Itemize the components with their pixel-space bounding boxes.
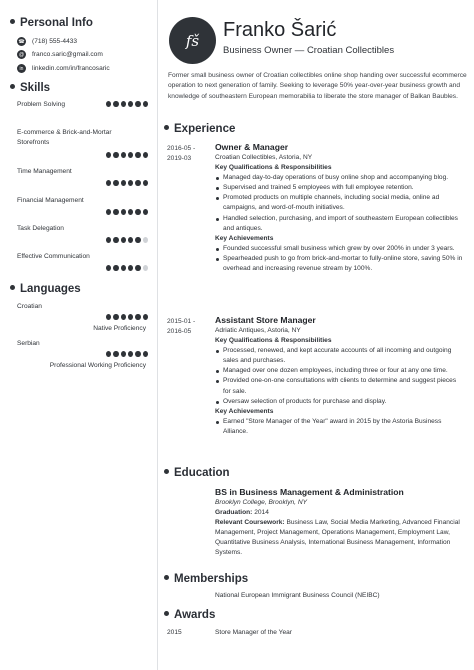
rating-dot <box>113 209 118 215</box>
rating-dot <box>121 314 126 320</box>
monogram-logo: fš <box>169 17 216 64</box>
list-item: Earned "Store Manager of the Year" award in 2015 by the Astoria Business Alliance. <box>215 417 465 437</box>
language-rating <box>106 314 148 320</box>
bullet-icon <box>164 469 169 474</box>
language-level: Native Proficiency <box>93 325 146 332</box>
skill-rating <box>106 209 148 215</box>
list-item: Processed, renewed, and kept accurate accounts of all incoming and outgoing sales and purchases. <box>215 346 465 366</box>
rating-dot <box>143 237 148 243</box>
rating-dot <box>121 209 126 215</box>
linkedin-text[interactable]: linkedin.com/in/francosaric <box>32 65 110 72</box>
rating-dot <box>113 351 118 357</box>
experience-heading: Experience <box>164 123 235 135</box>
skill-name: E-commerce & Brick-and-Mortar Storefronts <box>17 129 112 146</box>
phone-icon: ☎ <box>18 38 25 45</box>
rating-dot <box>113 152 118 158</box>
skill-rating <box>106 152 148 158</box>
main-content <box>159 0 474 670</box>
rating-dot <box>143 180 148 186</box>
rating-dot <box>143 152 148 158</box>
rating-dot <box>106 237 111 243</box>
rating-dot <box>128 180 133 186</box>
rating-dot <box>135 180 140 186</box>
skill-name: Time Management <box>17 168 72 175</box>
rating-dot <box>128 101 133 107</box>
memberships-heading: Memberships <box>164 573 248 585</box>
bullet-icon <box>10 19 15 24</box>
bullet-icon <box>164 125 169 130</box>
personal-info-heading: Personal Info <box>10 17 93 29</box>
rating-dot <box>135 351 140 357</box>
qualifications-label: Key Qualifications & Responsibilities <box>215 337 332 345</box>
rating-dot <box>113 180 118 186</box>
rating-dot <box>135 237 140 243</box>
rating-dot <box>106 180 111 186</box>
awards-heading: Awards <box>164 609 215 621</box>
rating-dot <box>121 180 126 186</box>
list-item: Managed day-to-day operations of busy online shop and accompanying blog. <box>215 173 465 183</box>
job-company: Croatian Collectibles, Astoria, NY <box>215 154 313 161</box>
skill-name: Problem Solving <box>17 101 66 108</box>
skills-heading: Skills <box>10 82 50 94</box>
rating-dot <box>113 314 118 320</box>
qualifications-list <box>215 173 465 234</box>
education-entry <box>215 487 465 559</box>
rating-dot <box>113 237 118 243</box>
language-rating <box>106 351 148 357</box>
rating-dot <box>128 265 133 271</box>
job-company: Adriatic Antiques, Astoria, NY <box>215 327 301 334</box>
rating-dot <box>106 152 111 158</box>
bullet-icon <box>10 84 15 89</box>
contact-linkedin[interactable] <box>17 64 110 73</box>
candidate-title: Business Owner — Croatian Collectibles <box>223 45 395 56</box>
rating-dot <box>106 351 111 357</box>
candidate-name: Franko Šarić <box>223 19 337 41</box>
rating-dot <box>106 209 111 215</box>
rating-dot <box>135 314 140 320</box>
degree: BS in Business Management & Administration <box>215 487 404 497</box>
phone-text: (718) 555-4433 <box>32 38 78 45</box>
language-name: Serbian <box>17 340 40 347</box>
rating-dot <box>128 209 133 215</box>
language-level: Professional Working Proficiency <box>49 362 146 369</box>
rating-dot <box>128 152 133 158</box>
job-entry <box>215 315 465 437</box>
rating-dot <box>128 237 133 243</box>
skill-name: Effective Communication <box>17 253 90 260</box>
rating-dot <box>121 237 126 243</box>
job-entry <box>215 142 465 274</box>
list-item: Promoted products on multiple channels, including social media, online ad campaigns, and word-of-mouth initiatives. <box>215 193 465 213</box>
linkedin-icon: in <box>17 64 26 73</box>
qualifications-list <box>215 346 465 407</box>
rating-dot <box>143 101 148 107</box>
language-name: Croatian <box>17 303 42 310</box>
rating-dot <box>113 265 118 271</box>
rating-dot <box>143 351 148 357</box>
list-item: Provided one-on-one consultations with clients to determine and suggest pieces for sale. <box>215 376 465 396</box>
list-item: Managed over one dozen employees, including three or four at any one time. <box>215 366 465 376</box>
rating-dot <box>135 152 140 158</box>
job-role: Owner & Manager <box>215 142 289 152</box>
award-year: 2015 <box>167 629 182 636</box>
achievements-label: Key Achievements <box>215 234 274 242</box>
list-item: Oversaw selection of products for purchase and display. <box>215 397 465 407</box>
school: Brooklyn College, Brooklyn, NY <box>215 499 307 506</box>
qualifications-label: Key Qualifications & Responsibilities <box>215 164 332 172</box>
rating-dot <box>121 351 126 357</box>
achievements-list <box>215 244 465 274</box>
rating-dot <box>128 351 133 357</box>
email-icon: @ <box>18 51 25 58</box>
rating-dot <box>143 265 148 271</box>
rating-dot <box>135 209 140 215</box>
list-item: Supervised and trained 5 employees with full employee retention. <box>215 183 465 193</box>
rating-dot <box>135 101 140 107</box>
rating-dot <box>143 314 148 320</box>
skill-rating <box>106 237 148 243</box>
award-item: Store Manager of the Year <box>215 629 292 636</box>
rating-dot <box>106 101 111 107</box>
rating-dot <box>121 152 126 158</box>
contact-phone <box>17 37 77 46</box>
rating-dot <box>113 101 118 107</box>
job-dates: 2015-01 - 2016-05 <box>167 318 196 335</box>
bullet-icon <box>164 575 169 580</box>
contact-email[interactable] <box>17 50 103 59</box>
job-dates: 2016-05 - 2019-03 <box>167 145 196 162</box>
job-role: Assistant Store Manager <box>215 315 316 325</box>
rating-dot <box>106 314 111 320</box>
bullet-icon <box>10 285 15 290</box>
languages-heading: Languages <box>10 283 81 295</box>
achievements-list <box>215 417 465 437</box>
skill-name: Task Delegation <box>17 225 64 232</box>
achievements-label: Key Achievements <box>215 407 274 415</box>
rating-dot <box>106 265 111 271</box>
skill-rating <box>106 265 148 271</box>
list-item: Handled selection, purchasing, and import of southeastern European collectibles and antiques. <box>215 214 465 234</box>
education-heading: Education <box>164 467 230 479</box>
membership-item: National European Immigrant Business Council (NEIBC) <box>215 592 380 599</box>
bullet-icon <box>164 611 169 616</box>
list-item: Founded successful small business which grew by over 200% in under 3 years. <box>215 244 465 254</box>
rating-dot <box>121 265 126 271</box>
skill-rating <box>106 180 148 186</box>
sidebar <box>0 0 158 670</box>
coursework-line: Relevant Coursework: Business Law, Social Media Marketing, Advanced Financial Management, Project Management, Operations Management, Employment Law, Quantitative Business Analysis, International Business Management, Information Systems. <box>215 519 460 557</box>
rating-dot <box>121 101 126 107</box>
skill-rating <box>106 101 148 107</box>
rating-dot <box>128 314 133 320</box>
rating-dot <box>135 265 140 271</box>
graduation-line: Graduation: 2014 <box>215 509 269 517</box>
summary-text: Former small business owner of Croatian collectibles online shop handing over successful ecommerce operation to next generation of family. Seeking to leverage 50% year-over-year business growth and knowledge of southeastern European memorabilia to liberate the store manager of Balkan Baubles. <box>168 72 467 100</box>
skill-name: Financial Management <box>17 197 84 204</box>
rating-dot <box>143 209 148 215</box>
email-text[interactable]: franco.saric@gmail.com <box>32 51 103 58</box>
list-item: Spearheaded push to go from brick-and-mortar to fully-online store, saving 50% in overhead and increasing revenue stream by 100%. <box>215 254 465 274</box>
